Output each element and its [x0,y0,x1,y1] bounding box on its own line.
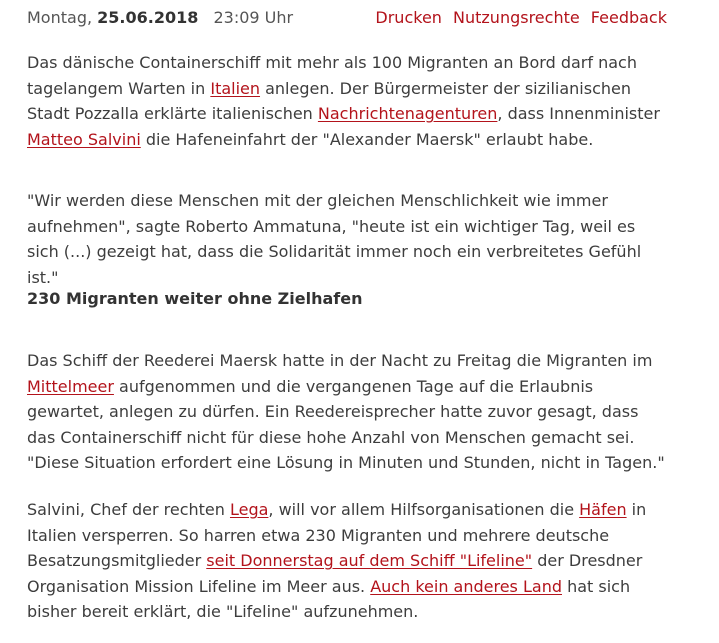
article-meta-bar [27,0,667,36]
link-haefen[interactable]: Häfen [579,500,627,519]
paragraph-1-text-3: , dass Innenminister [497,104,660,123]
link-mittelmeer[interactable]: Mittelmeer [27,376,114,396]
publish-date-value: 25.06.2018 [97,8,199,27]
paragraph-3-text-1: Das Schiff der Reederei Maersk hatte in der Nacht zu Freitag die Migranten im [27,351,653,370]
feedback-link[interactable]: Feedback [590,8,667,27]
publish-time: 23:09 Uhr [213,8,294,27]
paragraph-4-text-1: Salvini, Chef der rechten [27,500,230,519]
paragraph-3 [27,348,667,476]
print-link[interactable]: Drucken [375,8,442,27]
paragraph-2-quote: "Wir werden diese Menschen mit der gleichen Menschlichkeit wie immer aufnehmen", sagte Roberto Ammatuna, "heute ist ein wichtiger Tag, weil es sich (...) gezeigt hat, dass die Solidarität immer noch ein verbreitetes Gefühl ist." [27,191,642,287]
subheading: 230 Migranten weiter ohne Zielhafen [27,289,363,308]
link-matteo-salvini[interactable]: Matteo Salvini [27,129,141,149]
paragraph-1-text-4: die Hafeneinfahrt der "Alexander Maersk" erlaubt habe. [140,129,594,149]
paragraph-4-text-5: hat sich bisher bereit erklärt, die "Lifeline" aufzunehmen. [27,576,631,621]
publish-date [27,0,293,36]
paragraph-3-text-2: aufgenommen und die vergangenen Tage auf die Erlaubnis gewartet, anlegen zu dürfen. Ein Reedereisprecher hatte zuvor gesagt, dass das Containerschiff nicht für diese hohe Anzahl von Menschen gemacht sei. "Diese Situation erfordert eine Lösung in Minuten und Stunden, nicht in Tagen." [27,376,665,472]
link-lifeline-donnerstag[interactable]: seit Donnerstag auf dem Schiff "Lifeline" [206,551,533,570]
paragraph-4-text-2: , will vor allem Hilfsorganisationen die [268,500,580,519]
link-nachrichtenagenturen[interactable]: Nachrichtenagenturen [317,104,498,123]
paragraph-4-text-3: in Italien versperren. So harren etwa 230 Migranten und mehrere deutsche Besatzungsmitglieder [27,500,647,570]
paragraph-4 [27,497,667,625]
link-italien[interactable]: Italien [210,78,261,98]
publish-day: Montag, [27,8,93,27]
paragraph-1-text-2: anlegen. Der Bürgermeister der sizilianischen Stadt Pozzalla erklärte italienischen [27,78,632,123]
article-actions [369,0,667,36]
paragraph-1 [27,50,667,152]
paragraph-4-text-4: der Dresdner Organisation Mission Lifeline im Meer aus. [27,551,643,596]
link-kein-anderes-land[interactable]: Auch kein anderes Land [370,576,562,596]
usage-rights-link[interactable]: Nutzungsrechte [453,8,580,27]
link-lega[interactable]: Lega [229,500,269,519]
paragraph-1-text-1: Das dänische Containerschiff mit mehr als 100 Migranten an Bord darf nach tagelangem Warten in [27,53,637,98]
article-page [27,0,667,621]
